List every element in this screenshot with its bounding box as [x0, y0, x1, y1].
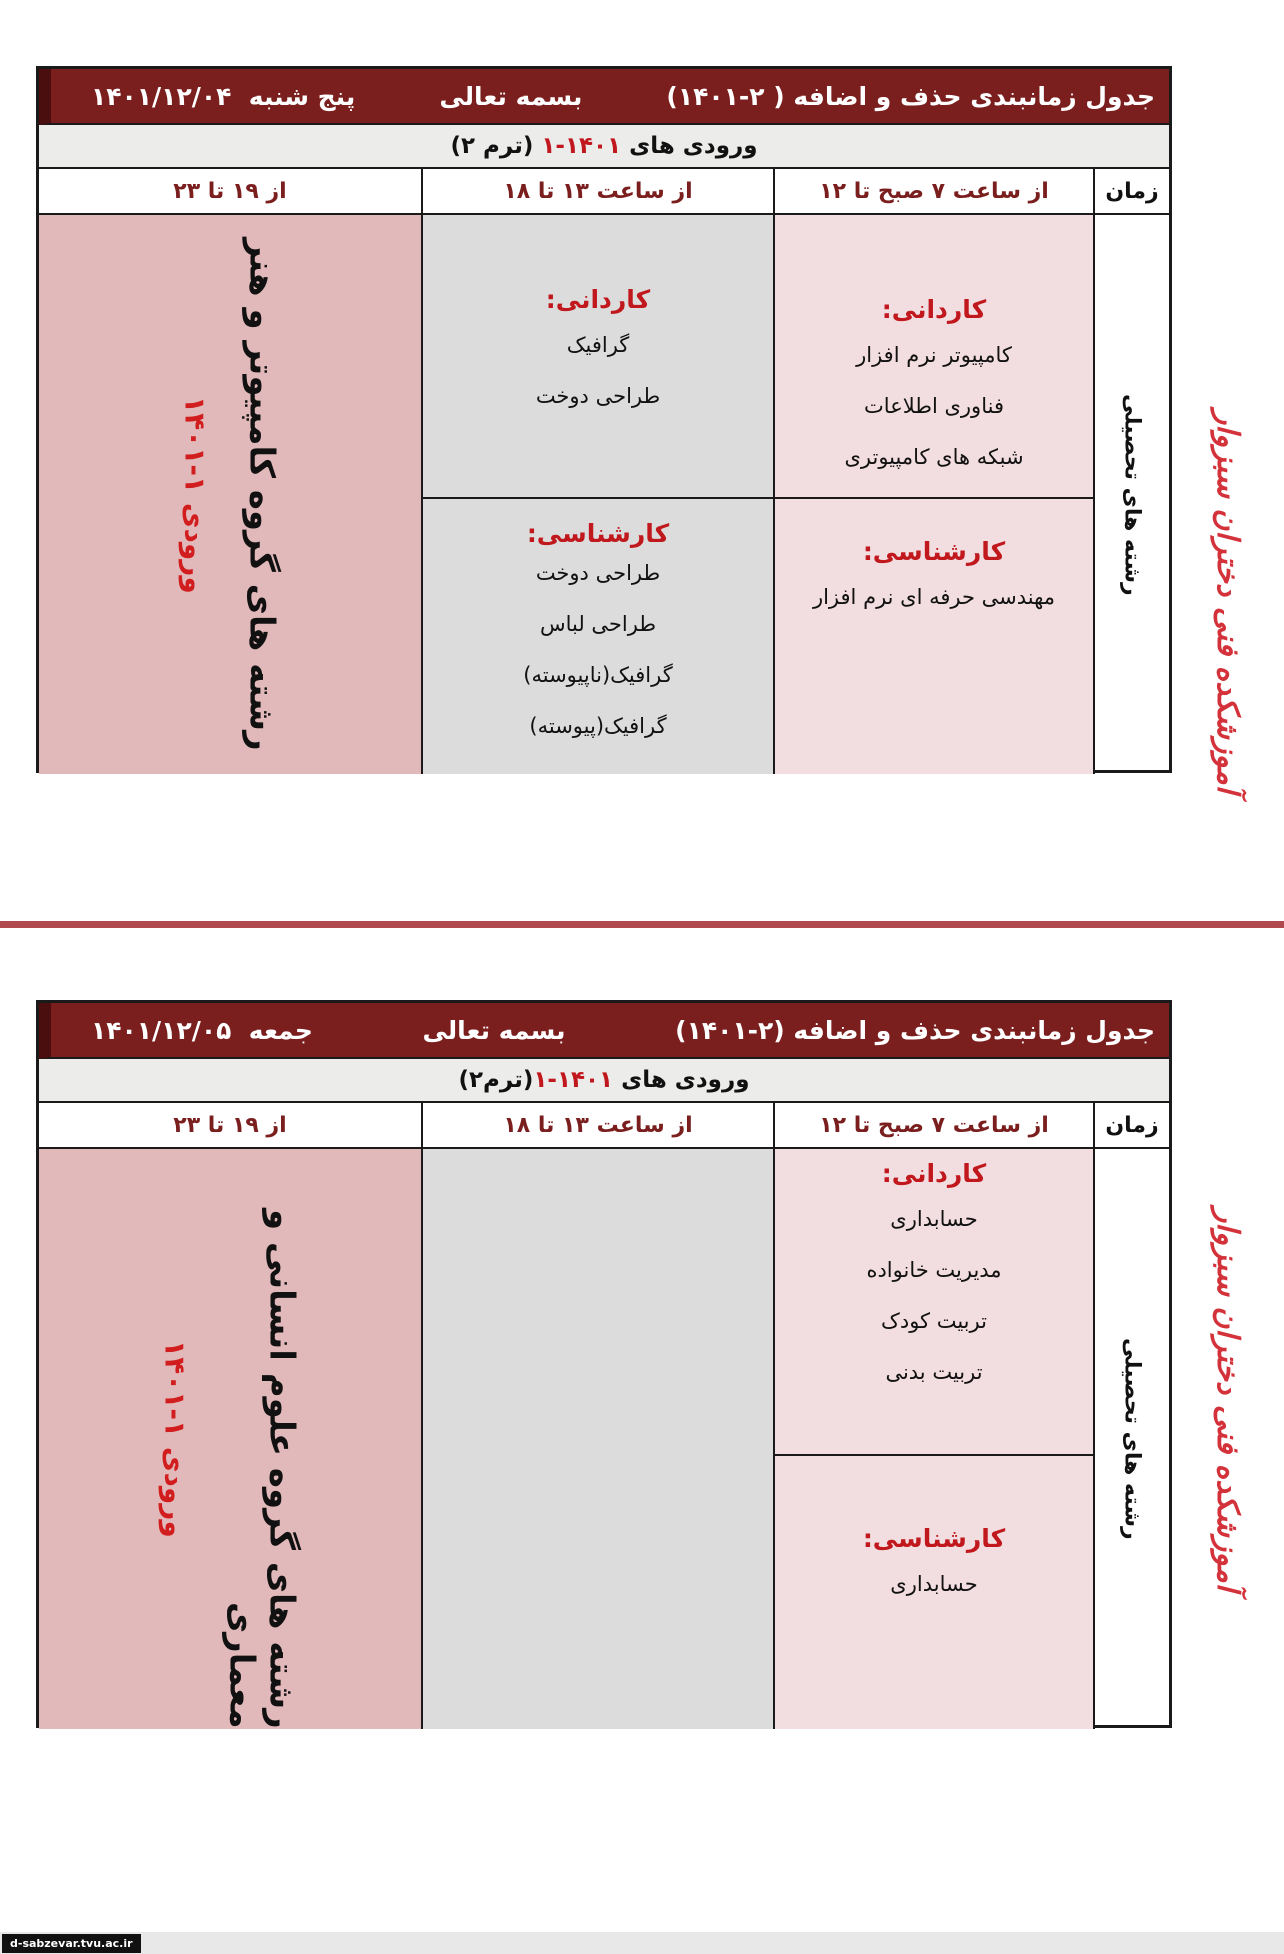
row-label-text: رشته های تحصیلی — [1119, 1338, 1145, 1540]
degree-title: کارشناسی: — [862, 537, 1006, 566]
footer-bar — [0, 1932, 1284, 1954]
morning-bachelor-cell — [775, 1454, 1093, 1729]
degree-title: کارشناسی: — [862, 1524, 1006, 1553]
schedule-title: جدول زمانبندی حذف و اضافه (۲-۱۴۰۱) — [675, 1015, 1155, 1045]
entry-subheader — [39, 1059, 1169, 1103]
entry-year: ۱-۱۴۰۱ — [533, 1067, 614, 1093]
col-morning: از ساعت ۷ صبح تا ۱۲ — [773, 169, 1093, 213]
schedule-table-2 — [36, 1000, 1172, 1728]
entry-year: ۱-۱۴۰۱ — [541, 133, 622, 159]
morning-associate-cell — [775, 1149, 1093, 1454]
schedule-date — [91, 82, 355, 111]
entry-term: (ترم۲) — [458, 1067, 534, 1093]
entry-prefix: ورودی های — [621, 1067, 750, 1093]
program-item: شبکه های کامپیوتری — [844, 445, 1024, 469]
col-afternoon: از ساعت ۱۳ تا ۱۸ — [421, 1103, 773, 1147]
col-evening: از ۱۹ تا ۲۳ — [173, 1112, 287, 1138]
schedule-day: جمعه — [248, 1015, 313, 1045]
program-item: تربیت بدنی — [885, 1360, 983, 1384]
program-item: طراحی دوخت — [535, 561, 661, 585]
footer-url: d-sabzevar.tvu.ac.ir — [2, 1934, 141, 1953]
watermark-text: آموزشکده فنی دختران سبزوار — [1210, 410, 1245, 794]
watermark-text: آموزشکده فنی دختران سبزوار — [1210, 1208, 1245, 1592]
schedule-header — [39, 1003, 1169, 1059]
column-headers — [39, 169, 1169, 215]
afternoon-column-empty — [421, 1149, 773, 1729]
evening-group-text: رشته های گروه کامپیوتر و هنر — [241, 238, 282, 751]
row-label — [1093, 1149, 1169, 1729]
afternoon-column — [421, 215, 773, 774]
schedule-date-value: ۱۴۰۱/۱۲/۰۴ — [91, 81, 232, 111]
program-item: کامپیوتر نرم افزار — [856, 343, 1012, 367]
evening-entry-text: ورودی ۱-۱۴۰۱ — [158, 1340, 192, 1538]
schedule-date — [91, 1016, 313, 1045]
schedule-table-1 — [36, 66, 1172, 773]
schedule-title: جدول زمانبندی حذف و اضافه ( ۲-۱۴۰۱) — [666, 81, 1155, 111]
program-item: مدیریت خانواده — [866, 1258, 1002, 1282]
evening-entry-text: ورودی ۱-۱۴۰۱ — [178, 395, 212, 594]
col-evening: از ۱۹ تا ۲۳ — [173, 178, 287, 204]
program-item: تربیت کودک — [881, 1309, 987, 1333]
program-item: طراحی دوخت — [535, 384, 661, 408]
program-item: مهندسی حرفه ای نرم افزار — [812, 585, 1056, 609]
bismillah: بسمه تعالی — [422, 1015, 566, 1045]
entry-prefix: ورودی های — [629, 133, 758, 159]
entry-term: (ترم ۲) — [450, 133, 534, 159]
program-item: حسابداری — [890, 1207, 978, 1231]
col-time-label: زمان — [1093, 169, 1169, 213]
schedule-body — [39, 1149, 1169, 1729]
row-label — [1093, 215, 1169, 774]
col-time-label: زمان — [1093, 1103, 1169, 1147]
morning-column — [773, 1149, 1093, 1729]
schedule-date-value: ۱۴۰۱/۱۲/۰۵ — [91, 1015, 232, 1045]
degree-title: کاردانی: — [545, 285, 651, 314]
evening-group-text: رشته های گروه علوم انسانی و معماری — [221, 1209, 302, 1729]
entry-subheader — [39, 125, 1169, 169]
schedule-day: پنج شنبه — [248, 81, 356, 111]
program-item: گرافیک(ناپیوسته) — [523, 663, 673, 687]
program-item: فناوری اطلاعات — [864, 394, 1004, 418]
morning-column — [773, 215, 1093, 774]
morning-associate-cell — [775, 215, 1093, 497]
page-divider — [0, 921, 1284, 928]
column-headers — [39, 1103, 1169, 1149]
bismillah: بسمه تعالی — [439, 81, 583, 111]
row-label-text: رشته های تحصیلی — [1119, 393, 1145, 596]
degree-title: کارشناسی: — [526, 519, 670, 548]
schedule-header — [39, 69, 1169, 125]
degree-title: کاردانی: — [881, 1159, 987, 1188]
col-afternoon: از ساعت ۱۳ تا ۱۸ — [421, 169, 773, 213]
evening-cell — [39, 1149, 421, 1729]
program-item: طراحی لباس — [539, 612, 657, 636]
program-item: حسابداری — [890, 1572, 978, 1596]
morning-bachelor-cell — [775, 497, 1093, 774]
schedule-body — [39, 215, 1169, 774]
afternoon-associate-cell — [423, 215, 773, 497]
program-item: گرافیک — [566, 333, 630, 357]
col-morning: از ساعت ۷ صبح تا ۱۲ — [773, 1103, 1093, 1147]
afternoon-bachelor-cell — [423, 497, 773, 774]
degree-title: کاردانی: — [881, 295, 987, 324]
program-item: گرافیک(پیوسته) — [529, 714, 667, 738]
evening-cell — [39, 215, 421, 774]
